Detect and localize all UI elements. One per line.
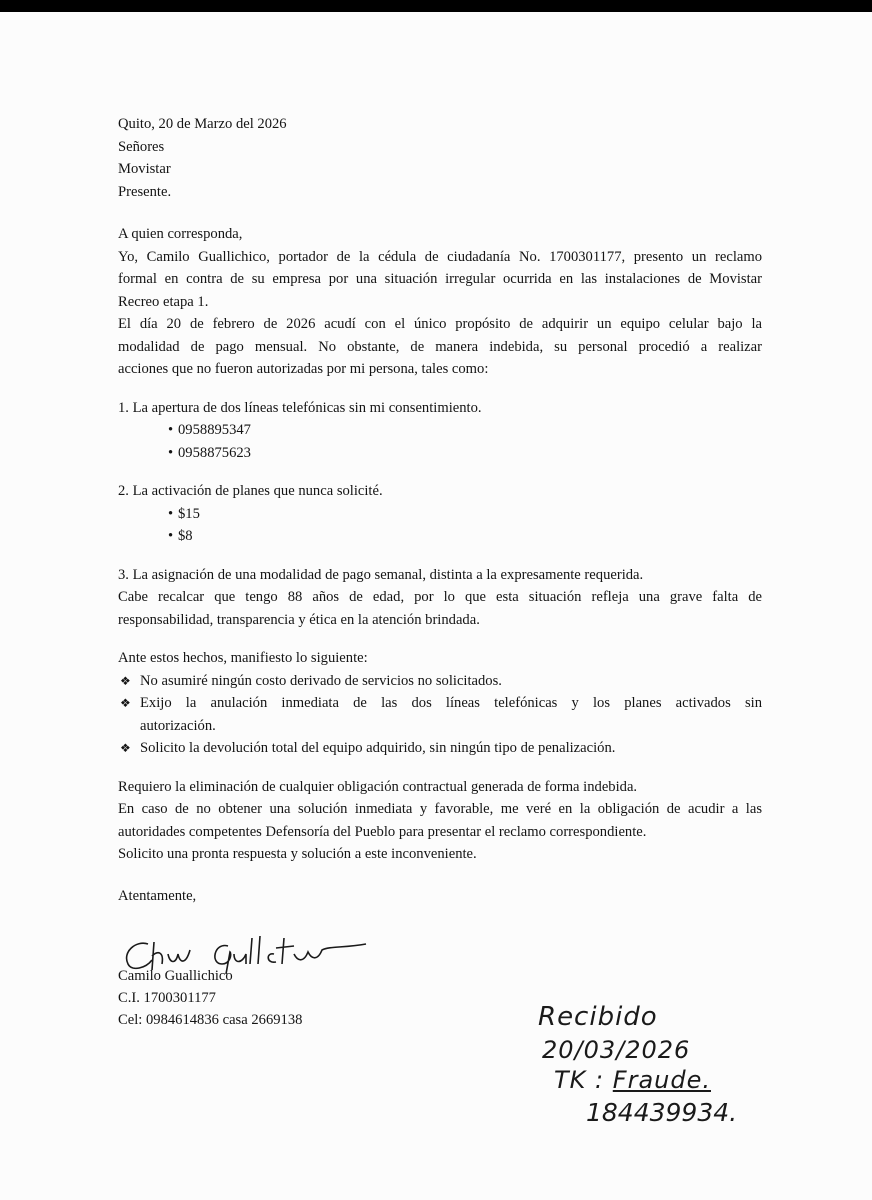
list-item: • $8 [168, 528, 193, 544]
paragraph-5-line-2: autoridades competentes Defensoría del Pueblo para presentar el reclamo correspondiente. [118, 823, 647, 840]
signer-phone: Cel: 0984614836 casa 2669138 [118, 1012, 303, 1028]
received-date: 20/03/2026 [542, 1036, 691, 1064]
item-1-values [118, 419, 762, 464]
item-2-values [118, 503, 762, 548]
item-3: 3. La asignación de una modalidad de pago semanal, distinta a la expresamente requerida. [118, 566, 644, 583]
paragraph-1-line-3: Recreo etapa 1. [118, 293, 209, 310]
recipient-line-2: Movistar [118, 161, 171, 177]
paragraph-1-line-2: formal en contra de su empresa por una situación irregular ocurrida en las instalaciones de Movistar [118, 271, 762, 287]
list-item: ❖ No asumiré ningún costo derivado de servicios no solicitados. [118, 670, 762, 693]
demands-list [118, 670, 762, 760]
phone-number: 0958895347 [178, 422, 251, 438]
recipient-line-1: Señores [118, 138, 165, 155]
ticket-type: TK : Fraude. [554, 1066, 711, 1094]
paragraph-2-line-1: El día 20 de febrero de 2026 acudí con el único propósito de adquirir un equipo celular bajo la [118, 316, 762, 332]
plan-price: $8 [178, 528, 193, 544]
signer-id: C.I. 1700301177 [118, 990, 216, 1006]
signer-block [118, 965, 302, 1031]
phone-number: 0958875623 [178, 444, 251, 461]
diamond-bullet-icon: ❖ [120, 741, 131, 755]
received-annotation [510, 1002, 737, 1127]
paragraph-2-line-3: acciones que no fueron autorizadas por mi persona, tales como: [118, 361, 489, 377]
paragraph-1-line-1: Yo, Camilo Guallichico, portador de la cédula de ciudadanía No. 1700301177, presento un reclamo [118, 248, 762, 265]
item-1: 1. La apertura de dos líneas telefónicas sin mi consentimiento. [118, 399, 482, 416]
plan-price: $15 [178, 505, 200, 522]
letter-body [118, 113, 762, 866]
received-label: Recibido [538, 1002, 658, 1032]
paragraph-3-line-1: Cabe recalcar que tengo 88 años de edad, por lo que esta situación refleja una grave falta de [118, 589, 762, 605]
paragraph-3-line-2: responsabilidad, transparencia y ética en la atención brindada. [118, 611, 480, 628]
paragraph-5-line-1: En caso de no obtener una solución inmediata y favorable, me veré en la obligación de acudir a las [118, 801, 762, 817]
signer-name: Camilo Guallichico [118, 968, 233, 984]
list-item: ❖ Solicito la devolución total del equipo adquirido, sin ningún tipo de penalización. [118, 737, 762, 760]
greeting: A quien corresponda, [118, 226, 243, 242]
list-item: • $15 [168, 505, 200, 522]
date-line: Quito, 20 de Marzo del 2026 [118, 116, 287, 132]
diamond-bullet-icon: ❖ [120, 673, 131, 688]
diamond-bullet-icon: ❖ [120, 696, 131, 710]
paragraph-6: Solicito una pronta respuesta y solución a este inconveniente. [118, 846, 477, 862]
paragraph-2-line-2: modalidad de pago mensual. No obstante, de manera indebida, su personal procedió a realizar [118, 338, 762, 355]
paragraph-4: Requiero la eliminación de cualquier obligación contractual generada de forma indebida. [118, 778, 638, 795]
ticket-number: 184439934. [586, 1098, 738, 1127]
statement-intro: Ante estos hechos, manifiesto lo siguiente: [118, 650, 368, 666]
list-item: • 0958895347 [168, 422, 251, 438]
list-item: • 0958875623 [168, 444, 251, 461]
top-dark-border [0, 0, 872, 12]
list-item: ❖ Exijo la anulación inmediata de las dos líneas telefónicas y los planes activados sin autorización. [118, 692, 762, 737]
item-2: 2. La activación de planes que nunca solicité. [118, 483, 383, 499]
recipient-line-3: Presente. [118, 183, 172, 200]
closing-salutation: Atentamente, [118, 888, 197, 904]
